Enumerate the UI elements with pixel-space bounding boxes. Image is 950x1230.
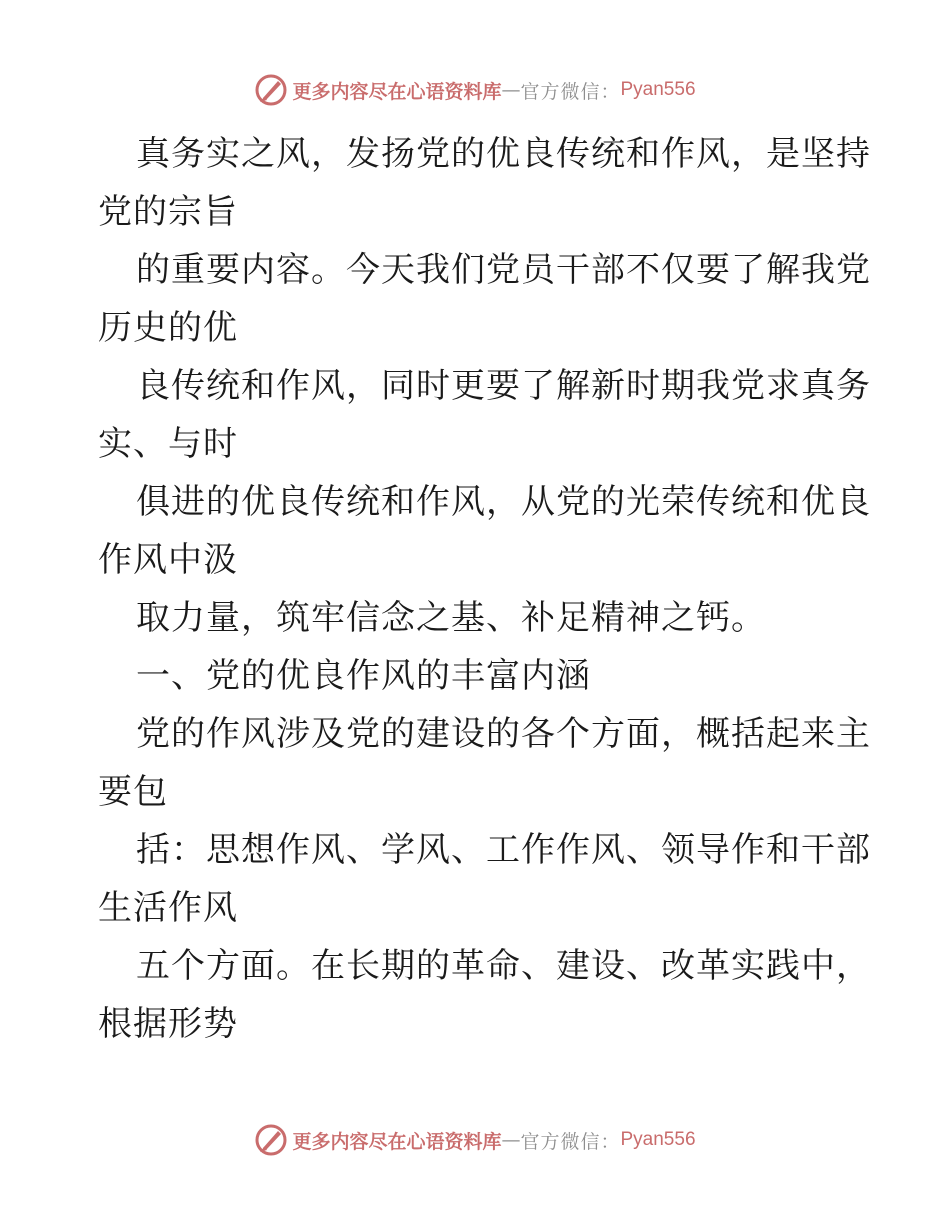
text-line: 党的作风涉及党的建设的各个方面，概括起来主 bbox=[136, 714, 871, 754]
text-line: 取力量，筑牢信念之基、补足精神之钙。 bbox=[136, 598, 766, 638]
text-line: 根据形势 bbox=[98, 1004, 238, 1044]
footer-wechat-id: Pyan556 bbox=[620, 1129, 696, 1150]
quill-pen-icon bbox=[254, 1123, 288, 1157]
body-text bbox=[98, 125, 871, 1053]
footer-wechat-label: 官方微信： bbox=[520, 1130, 621, 1153]
text-line: 实、与时 bbox=[98, 424, 238, 464]
text-line: 括：思想作风、学风、工作作风、领导作和干部 bbox=[136, 830, 871, 870]
text-line: 良传统和作风，同时更要了解新时期我党求真务 bbox=[136, 366, 871, 406]
text-line: 五个方面。在长期的革命、建设、改革实践中， bbox=[136, 946, 871, 986]
text-line: 生活作风 bbox=[98, 888, 238, 928]
text-line: 要包 bbox=[98, 772, 168, 812]
footer-site-text: 更多内容尽在心语资料库 bbox=[292, 1130, 502, 1153]
header-site-text: 更多内容尽在心语资料库 bbox=[292, 80, 502, 103]
header-banner bbox=[0, 70, 950, 110]
header-wechat-id: Pyan556 bbox=[620, 79, 696, 100]
text-line: 作风中汲 bbox=[98, 540, 238, 580]
text-line: 党的宗旨 bbox=[98, 192, 238, 232]
text-line: 的重要内容。今天我们党员干部不仅要了解我党 bbox=[136, 250, 871, 290]
text-line: 历史的优 bbox=[98, 308, 238, 348]
header-wechat-label: 官方微信： bbox=[520, 80, 621, 103]
section-heading: 一、党的优良作风的丰富内涵 bbox=[136, 656, 591, 696]
quill-pen-icon bbox=[254, 73, 288, 107]
footer-banner bbox=[0, 1120, 950, 1160]
text-line: 真务实之风，发扬党的优良传统和作风，是坚持 bbox=[136, 134, 871, 174]
footer-dash: — bbox=[501, 1129, 521, 1151]
header-dash: — bbox=[501, 79, 521, 101]
text-line: 俱进的优良传统和作风，从党的光荣传统和优良 bbox=[136, 482, 871, 522]
